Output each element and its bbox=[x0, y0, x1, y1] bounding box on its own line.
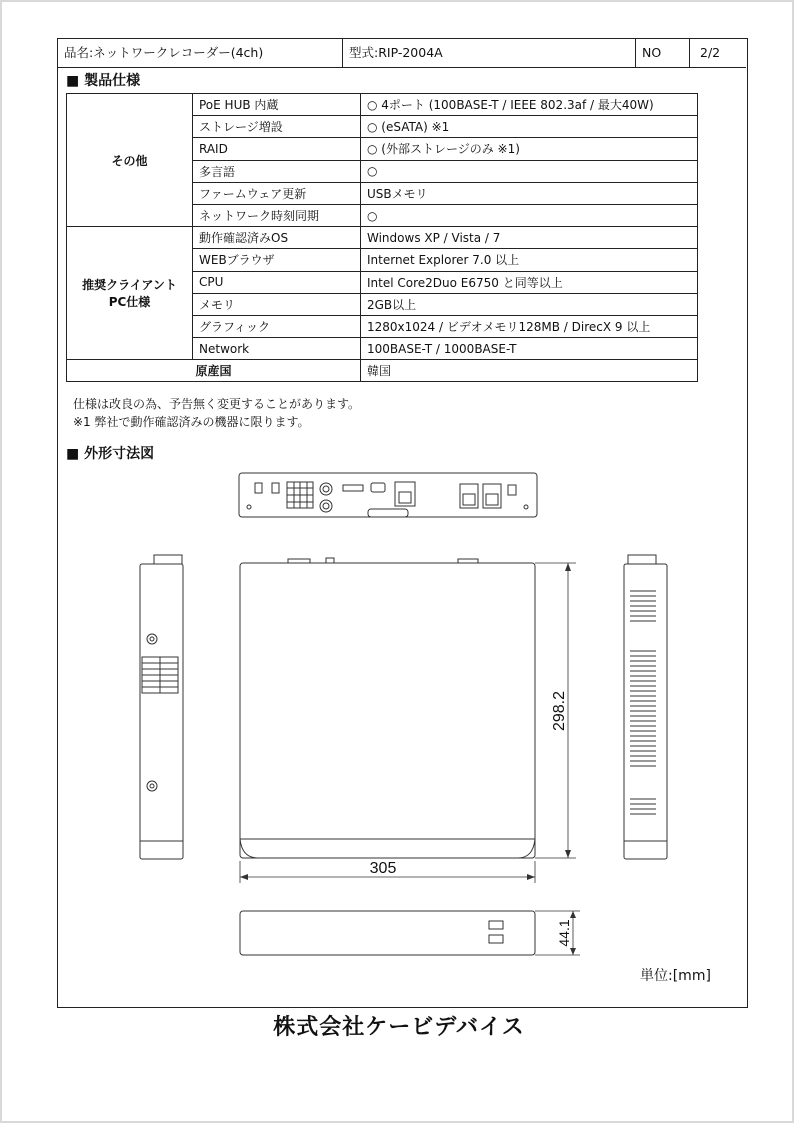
spec-value: ○ bbox=[361, 160, 698, 182]
spec-value: Internet Explorer 7.0 以上 bbox=[361, 249, 698, 271]
origin-value: 韓国 bbox=[361, 360, 698, 382]
spec-item: CPU bbox=[193, 271, 361, 293]
spec-item: グラフィック bbox=[193, 315, 361, 337]
company-name: 株式会社ケービデバイス bbox=[273, 1015, 525, 1040]
spec-section-title: ■ 製品仕様 bbox=[66, 73, 141, 89]
spec-value: ○ (eSATA) ※1 bbox=[361, 116, 698, 138]
spec-item: 多言語 bbox=[193, 160, 361, 182]
height-dimension: 44.1 bbox=[556, 919, 572, 947]
left-side-view bbox=[140, 555, 183, 859]
top-view bbox=[240, 558, 535, 858]
spec-value: 1280x1024 / ビデオメモリ128MB / DirecX 9 以上 bbox=[361, 315, 698, 337]
note-2: ※1 弊社で動作確認済みの機器に限ります。 bbox=[73, 415, 310, 429]
product-name: 品名:ネットワークレコーダー(4ch) bbox=[64, 45, 264, 60]
depth-dimension: 298.2 bbox=[551, 690, 568, 732]
front-view bbox=[240, 911, 535, 955]
note-1: 仕様は改良の為、予告無く変更することがあります。 bbox=[73, 397, 361, 411]
origin-label: 原産国 bbox=[67, 360, 361, 382]
spec-item: Network bbox=[193, 338, 361, 360]
spec-value: USBメモリ bbox=[361, 182, 698, 204]
spec-value: Intel Core2Duo E6750 と同等以上 bbox=[361, 271, 698, 293]
dimension-section-title: ■ 外形寸法図 bbox=[66, 446, 155, 462]
category-line-1: 推奨クライアント bbox=[82, 278, 177, 293]
unit-label: 単位:[mm] bbox=[640, 968, 711, 984]
width-dimension: 305 bbox=[369, 860, 397, 877]
spec-sheet bbox=[57, 38, 748, 1008]
dimension-lines bbox=[240, 563, 580, 955]
page-number: 2/2 bbox=[689, 39, 749, 67]
category-other: その他 bbox=[67, 94, 193, 227]
spec-item: WEBブラウザ bbox=[193, 249, 361, 271]
dimension-drawing bbox=[58, 39, 748, 1007]
spec-value: ○ (外部ストレージのみ ※1) bbox=[361, 138, 698, 160]
model-number: 型式:RIP-2004A bbox=[342, 39, 635, 67]
dimension-arrows bbox=[240, 563, 576, 955]
spec-item: ネットワーク時刻同期 bbox=[193, 204, 361, 226]
spec-value: 100BASE-T / 1000BASE-T bbox=[361, 338, 698, 360]
spec-item: ファームウェア更新 bbox=[193, 182, 361, 204]
spec-value: Windows XP / Vista / 7 bbox=[361, 227, 698, 249]
spec-value: ○ bbox=[361, 204, 698, 226]
no-label: NO bbox=[635, 39, 689, 67]
spec-item: 動作確認済みOS bbox=[193, 227, 361, 249]
rear-panel-view bbox=[239, 473, 537, 517]
spec-item: メモリ bbox=[193, 293, 361, 315]
spec-value: ○ 4ポート (100BASE-T / IEEE 802.3af / 最大40W) bbox=[361, 94, 698, 116]
spec-item: ストレージ増設 bbox=[193, 116, 361, 138]
category-line-2: PC仕様 bbox=[108, 295, 151, 310]
spec-item: PoE HUB 内蔵 bbox=[193, 94, 361, 116]
right-side-view bbox=[624, 555, 667, 859]
spec-value: 2GB以上 bbox=[361, 293, 698, 315]
spec-item: RAID bbox=[193, 138, 361, 160]
